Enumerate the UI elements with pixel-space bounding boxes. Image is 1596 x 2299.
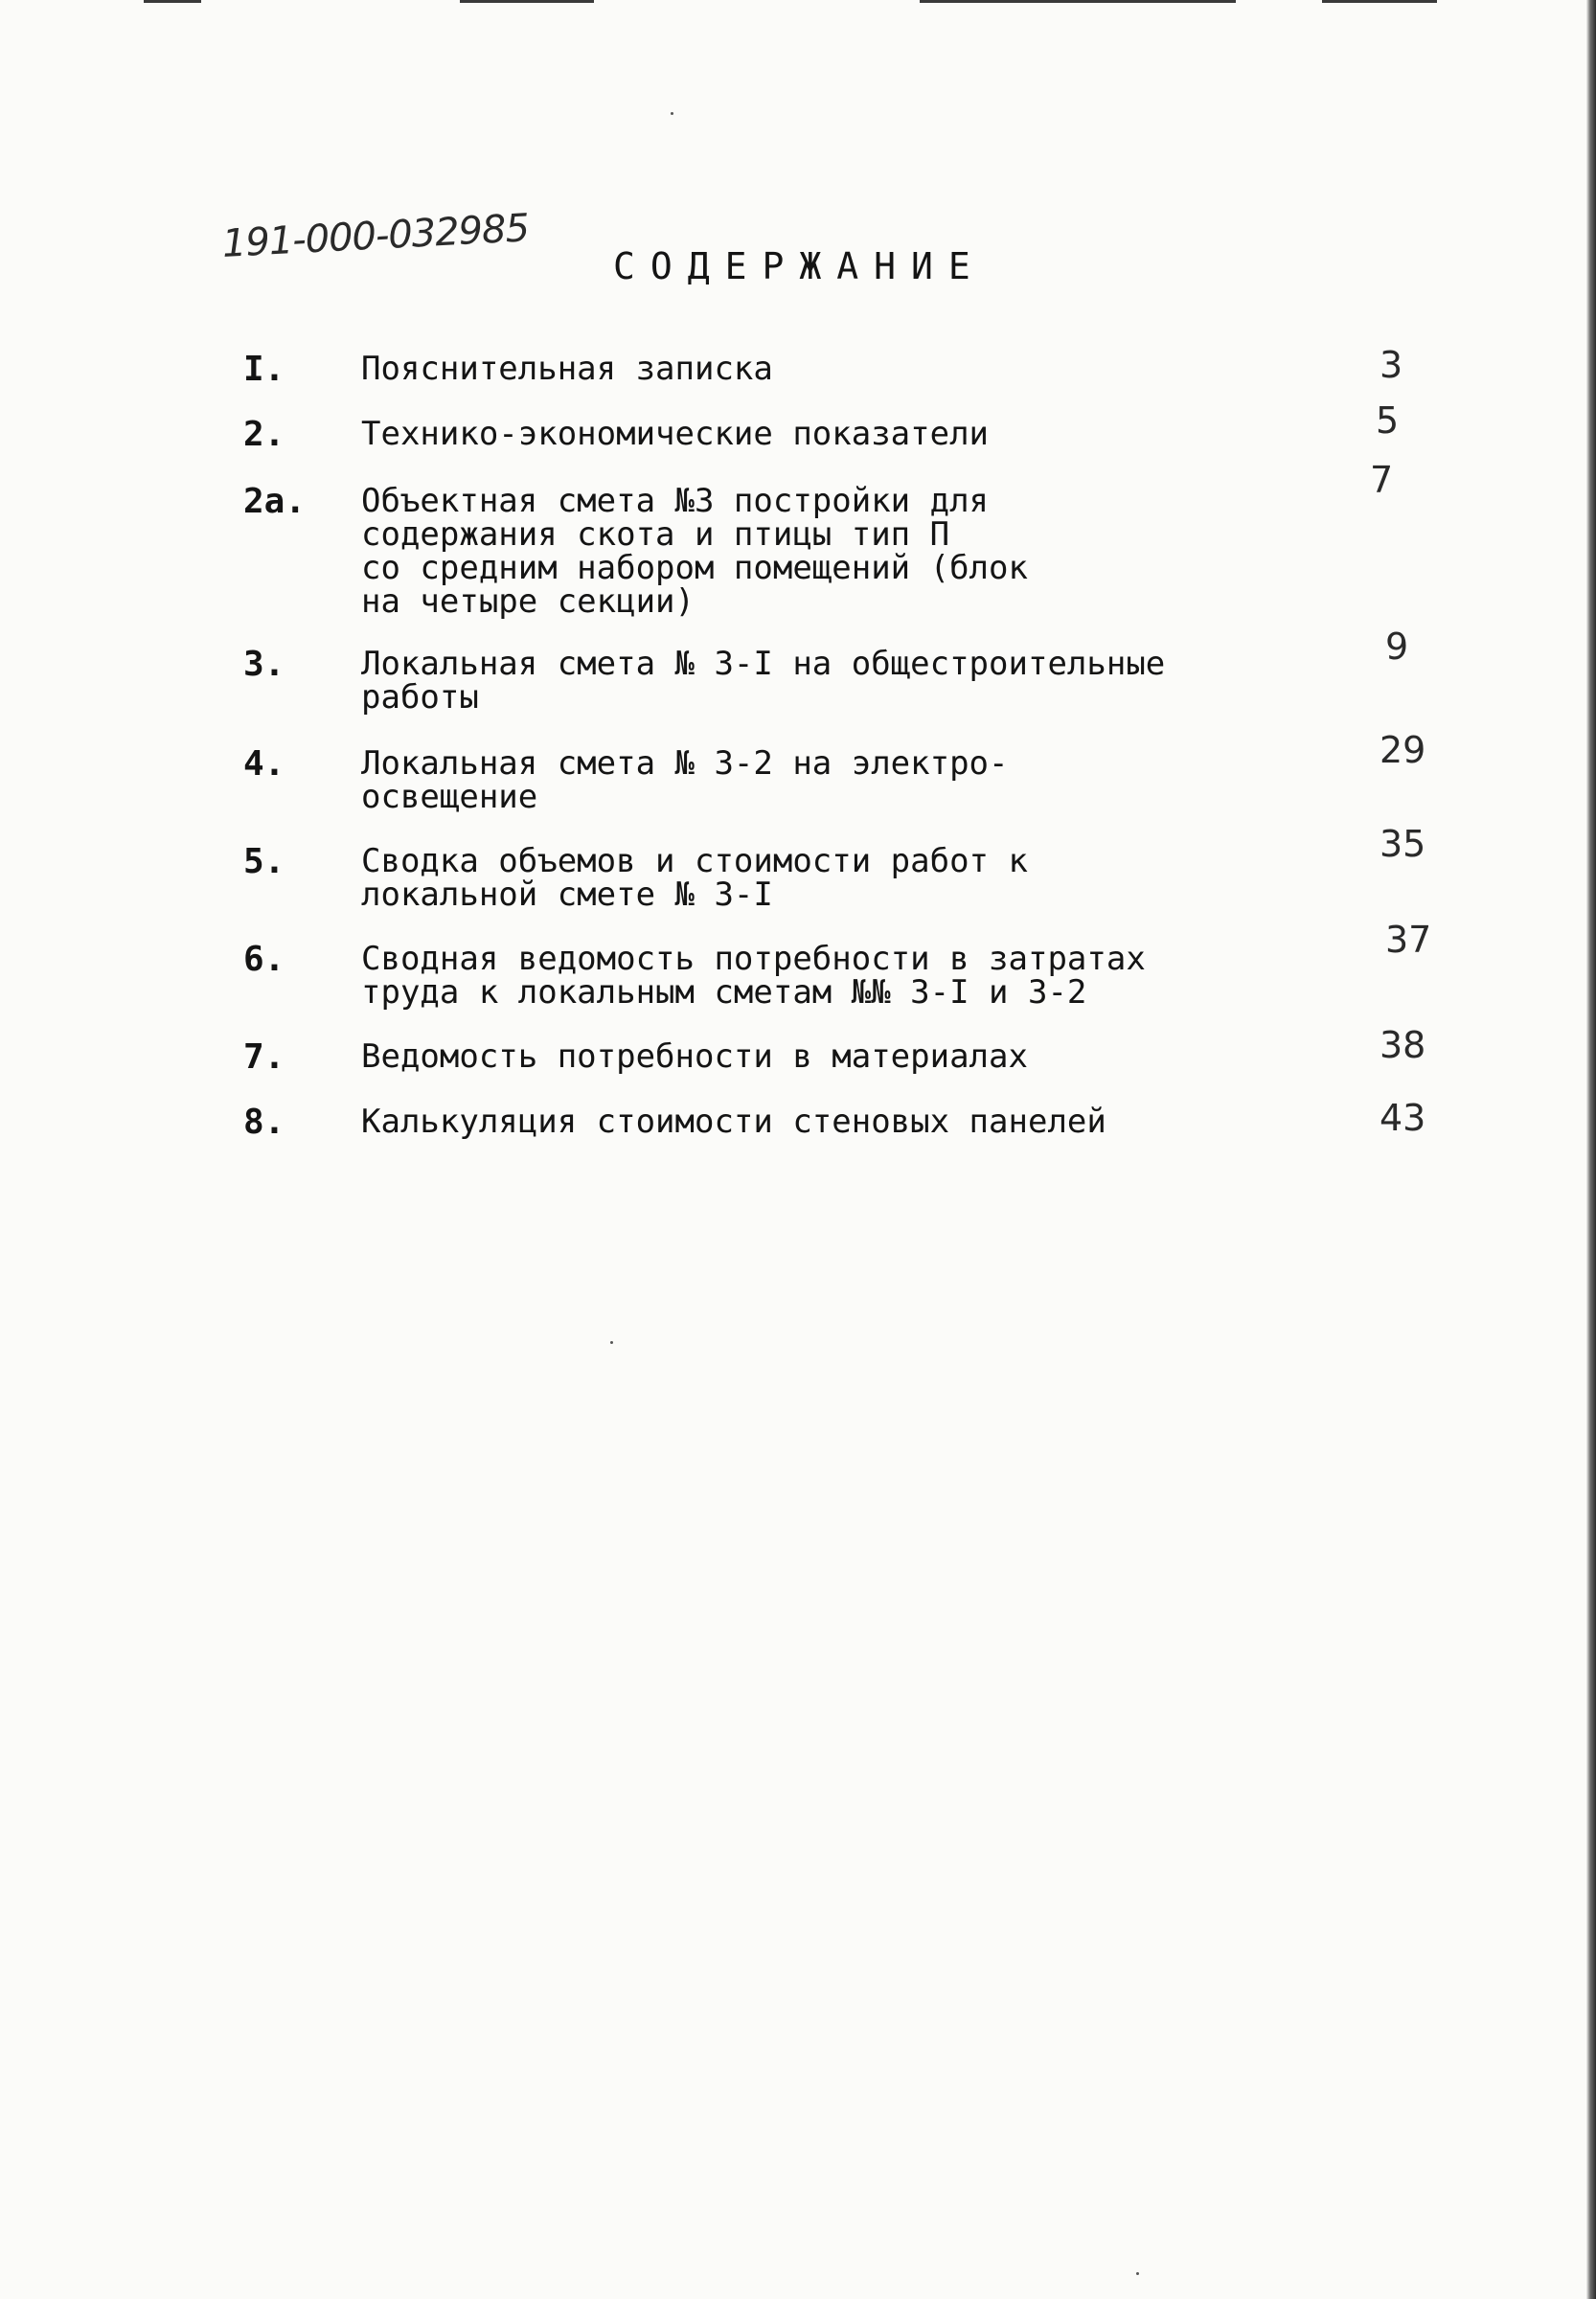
toc-item-page: 5 bbox=[1376, 399, 1400, 442]
toc-item-title: Локальная смета № 3-I на общестроительные работы bbox=[361, 645, 1166, 717]
toc-item-title: Объектная смета №3 постройки для содержания скота и птицы тип П со средним набором помещений (блок на четыре секции) bbox=[361, 482, 1028, 621]
toc-item-title: Сводная ведомость потребности в затратах труда к локальным сметам №№ 3-I и 3-2 bbox=[361, 940, 1146, 1012]
toc-item-page: 43 bbox=[1379, 1097, 1426, 1139]
toc-item-page: 38 bbox=[1379, 1024, 1426, 1066]
handwritten-document-number: 191-000-032985 bbox=[220, 206, 531, 266]
toc-item-number: 2а. bbox=[243, 482, 307, 521]
toc-item-page: 37 bbox=[1385, 919, 1432, 961]
toc-item-number: 5. bbox=[243, 842, 285, 881]
toc-item-title: Калькуляция стоимости стеновых панелей bbox=[361, 1103, 1106, 1141]
toc-item-number: 6. bbox=[243, 940, 285, 979]
page-title: СОДЕРЖАНИЕ bbox=[613, 245, 986, 287]
toc-item-title: Ведомость потребности в материалах bbox=[361, 1037, 1028, 1076]
toc-item-title: Пояснительная записка bbox=[361, 350, 773, 388]
toc-item-number: I. bbox=[243, 350, 285, 389]
toc-item-title: Технико-экономические показатели bbox=[361, 415, 990, 453]
toc-item-page: 9 bbox=[1385, 626, 1409, 668]
toc-item-page: 35 bbox=[1379, 823, 1426, 865]
toc-item-number: 7. bbox=[243, 1037, 285, 1077]
toc-item-page: 29 bbox=[1379, 729, 1426, 771]
toc-item-number: 3. bbox=[243, 645, 285, 684]
toc-item-number: 8. bbox=[243, 1103, 285, 1142]
toc-item-page: 7 bbox=[1370, 459, 1394, 501]
toc-item-number: 2. bbox=[243, 415, 285, 454]
toc-item-title: Локальная смета № 3-2 на электро- освещение bbox=[361, 744, 1009, 816]
toc-item-title: Сводка объемов и стоимости работ к локальной смете № 3-I bbox=[361, 842, 1028, 914]
toc-item-number: 4. bbox=[243, 744, 285, 784]
toc-item-page: 3 bbox=[1379, 344, 1403, 386]
